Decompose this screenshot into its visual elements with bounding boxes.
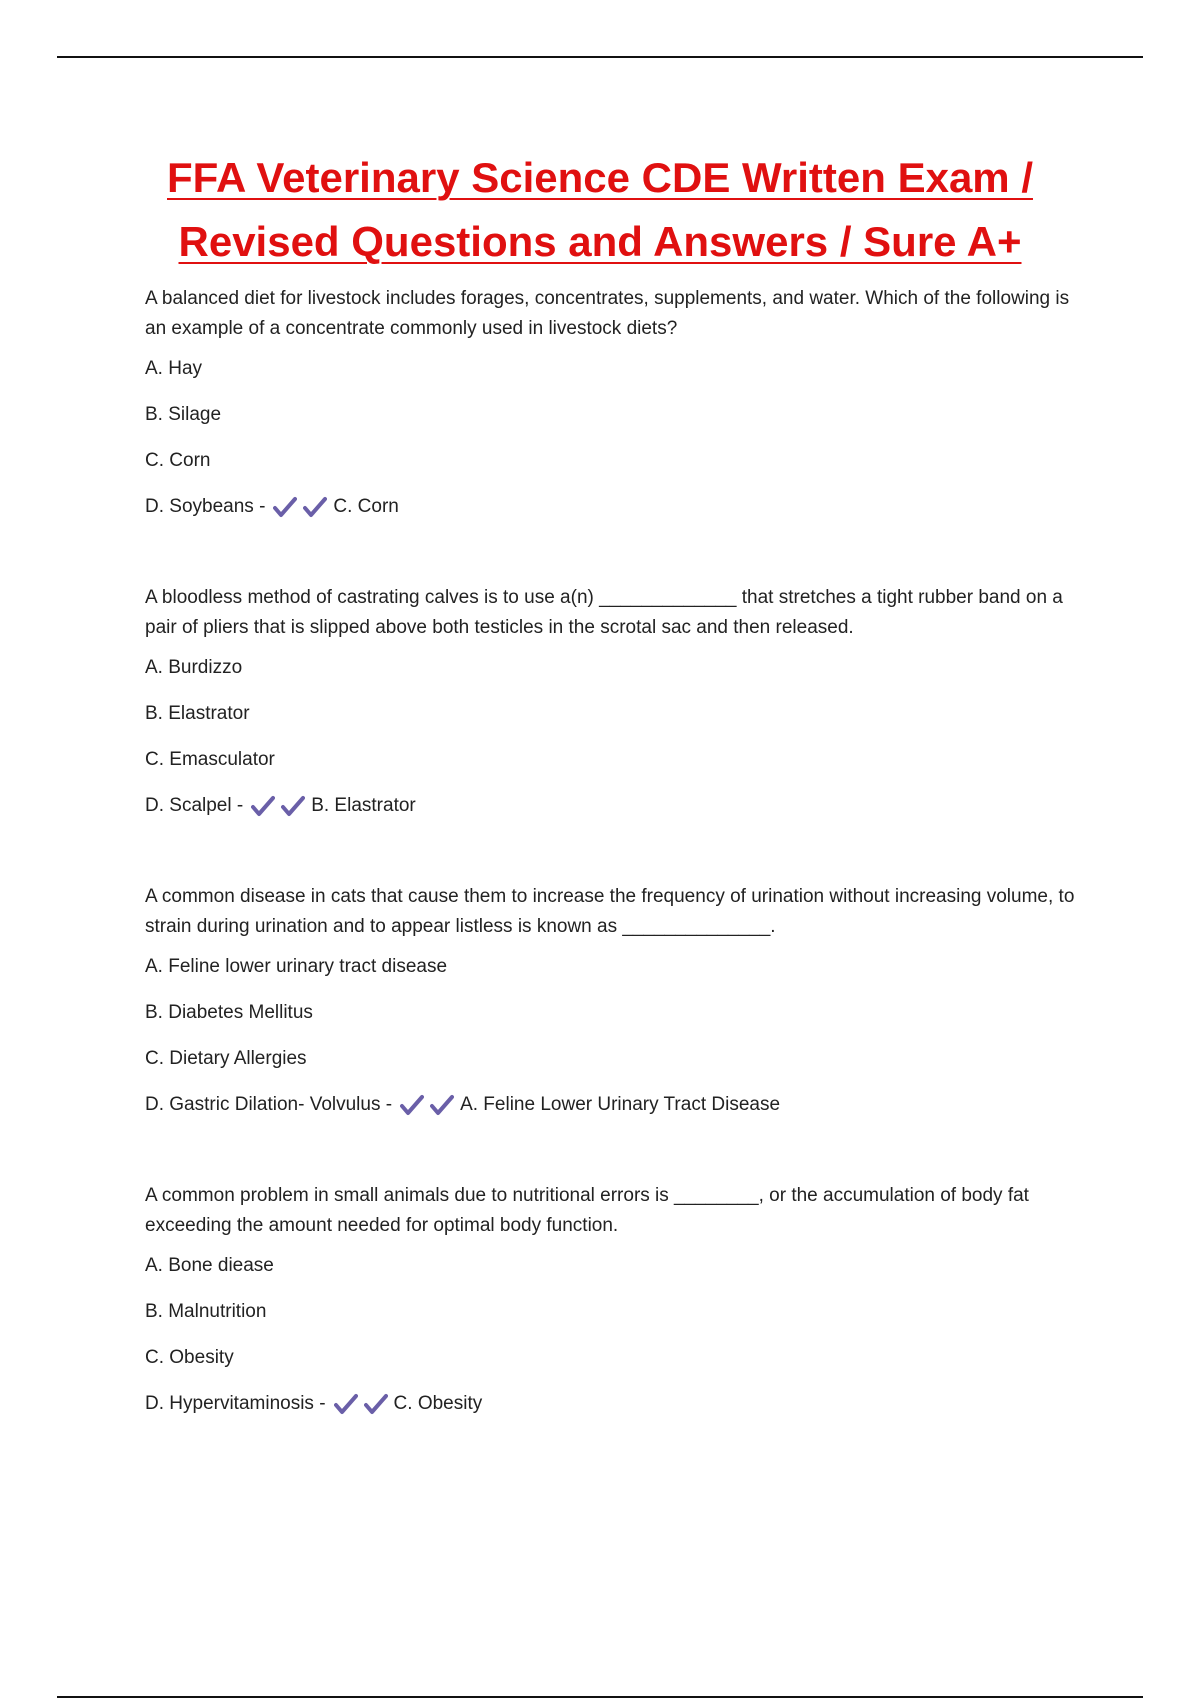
- check-icon: [400, 1094, 424, 1116]
- option-c: C. Emasculator: [145, 749, 275, 770]
- option-c: C. Obesity: [145, 1347, 234, 1368]
- correct-answer: C. Corn: [333, 496, 399, 517]
- option-b: B. Malnutrition: [145, 1301, 267, 1322]
- option-b: B. Silage: [145, 404, 222, 425]
- check-icon: [364, 1393, 388, 1415]
- check-icon: [273, 496, 297, 518]
- correct-answer: B. Elastrator: [311, 795, 416, 816]
- answer-checks: [334, 1393, 388, 1415]
- question-text: A bloodless method of castrating calves is to use a(n) _____________ that stretches a tight rubber band on a pair of pliers that is slipped above both testicles in the scrotal sac and then released.: [145, 587, 1063, 638]
- question-2: [145, 583, 1075, 821]
- question-1: [145, 284, 1075, 522]
- answer-checks: [251, 795, 305, 817]
- option-a: A. Bone diease: [145, 1255, 274, 1276]
- check-icon: [281, 795, 305, 817]
- question-list: [145, 284, 1075, 1480]
- question-text: A balanced diet for livestock includes forages, concentrates, supplements, and water. Which of the following is an example of a concentrate commonly used in livestock diets?: [145, 288, 1070, 339]
- option-b: B. Diabetes Mellitus: [145, 1002, 313, 1023]
- bottom-rule: [57, 1696, 1143, 1698]
- option-d: D. Scalpel -: [145, 795, 244, 816]
- check-icon: [303, 496, 327, 518]
- question-text: A common disease in cats that cause them to increase the frequency of urination without increasing volume, to strain during urination and to appear listless is known as ______________.: [145, 886, 1075, 937]
- check-icon: [430, 1094, 454, 1116]
- option-d-with-answer: [145, 1090, 1075, 1120]
- option-d: D. Gastric Dilation- Volvulus -: [145, 1094, 393, 1115]
- title-line-2: Revised Questions and Answers / Sure A+: [178, 218, 1022, 265]
- option-d: D. Soybeans -: [145, 496, 266, 517]
- question-text: A common problem in small animals due to nutritional errors is ________, or the accumulation of body fat exceeding the amount needed for optimal body function.: [145, 1185, 1029, 1236]
- option-d: D. Hypervitaminosis -: [145, 1393, 326, 1414]
- question-3: [145, 882, 1075, 1120]
- option-d-with-answer: [145, 1389, 1075, 1419]
- option-d-with-answer: [145, 791, 1075, 821]
- answer-checks: [273, 496, 327, 518]
- title-line-1: FFA Veterinary Science CDE Written Exam /: [167, 154, 1033, 201]
- correct-answer: A. Feline Lower Urinary Tract Disease: [460, 1094, 781, 1115]
- option-a: A. Burdizzo: [145, 657, 243, 678]
- option-b: B. Elastrator: [145, 703, 250, 724]
- correct-answer: C. Obesity: [393, 1393, 483, 1414]
- check-icon: [251, 795, 275, 817]
- question-4: [145, 1181, 1075, 1419]
- check-icon: [334, 1393, 358, 1415]
- option-a: A. Hay: [145, 358, 203, 379]
- top-rule: [57, 56, 1143, 58]
- option-a: A. Feline lower urinary tract disease: [145, 956, 448, 977]
- document-title: [0, 146, 1200, 274]
- option-c: C. Corn: [145, 450, 211, 471]
- option-c: C. Dietary Allergies: [145, 1048, 307, 1069]
- answer-checks: [400, 1094, 454, 1116]
- option-d-with-answer: [145, 492, 1075, 522]
